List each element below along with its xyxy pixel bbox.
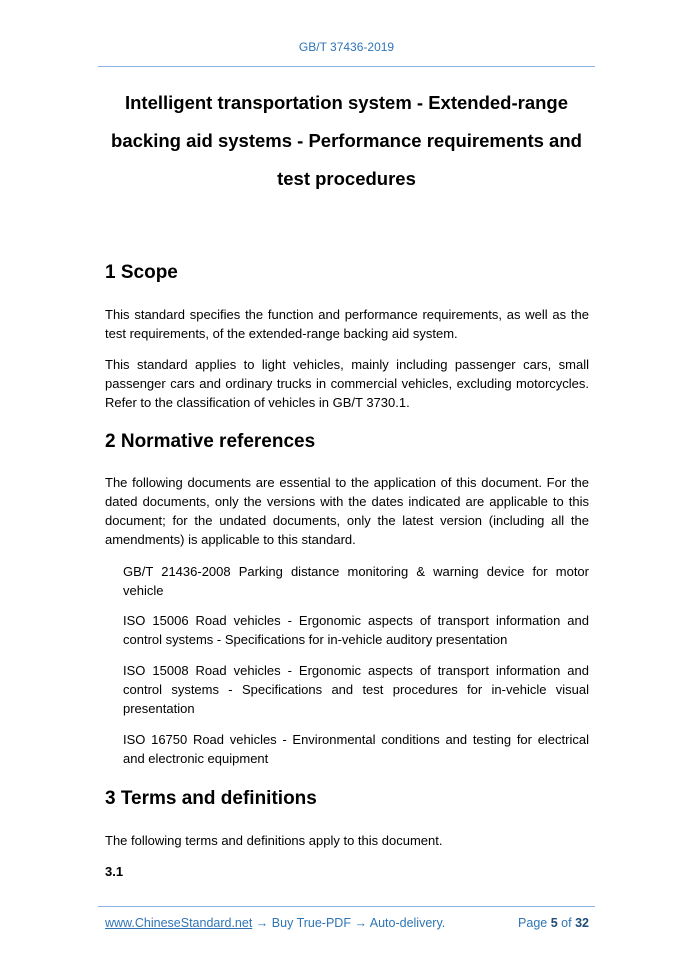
reference-item: ISO 16750 Road vehicles - Environmental conditions and testing for electrical and electronic equipment bbox=[123, 732, 589, 766]
page-label: Page bbox=[518, 916, 548, 930]
header-divider bbox=[98, 66, 595, 67]
scope-paragraph-1: This standard specifies the function and performance requirements, as well as the test requirements, of the extended-range backing aid system. bbox=[105, 307, 589, 341]
of-label: of bbox=[561, 916, 572, 930]
auto-delivery-text: Auto-delivery. bbox=[369, 916, 446, 930]
total-page-count: 32 bbox=[575, 916, 589, 930]
arrow-right-icon: → bbox=[354, 916, 367, 930]
clause-number: 3.1 bbox=[105, 864, 124, 879]
current-page-number: 5 bbox=[550, 916, 558, 930]
page-indicator bbox=[518, 916, 589, 930]
scope-paragraph-2: This standard applies to light vehicles, mainly including passenger cars, small passenger cars and ordinary trucks in commercial vehicles, excluding motorcycles. Refer to the classification of vehicles in GB/T 3730.1. bbox=[105, 357, 589, 410]
footer-divider bbox=[98, 906, 595, 907]
section-heading-normative-references: 2 Normative references bbox=[105, 431, 316, 452]
buy-true-pdf-text: Buy True-PDF bbox=[271, 916, 351, 930]
document-code-header: GB/T 37436-2019 bbox=[298, 40, 395, 54]
normative-intro-paragraph: The following documents are essential to the application of this document. For the dated documents, only the versions with the dates indicated are applicable to this document; for the undated documents, only the latest version (including all the amendments) is applicable to this standard. bbox=[105, 475, 589, 547]
title-line-2: backing aid systems - Performance requirements and bbox=[111, 130, 582, 151]
chinesestandard-link[interactable]: www.ChineseStandard.net bbox=[105, 916, 253, 930]
terms-intro-paragraph: The following terms and definitions apply to this document. bbox=[105, 833, 443, 848]
reference-item: ISO 15006 Road vehicles - Ergonomic aspects of transport information and control systems - Specifications for in-vehicle auditory presentation bbox=[123, 613, 589, 647]
section-heading-terms-and-definitions: 3 Terms and definitions bbox=[105, 788, 317, 809]
reference-item: ISO 15008 Road vehicles - Ergonomic aspects of transport information and control systems - Specifications and test procedures for in-vehicle visual presentation bbox=[123, 663, 589, 716]
title-line-3: test procedures bbox=[277, 168, 416, 189]
arrow-right-icon: → bbox=[255, 916, 269, 930]
title-line-1: Intelligent transportation system - Extended-range bbox=[124, 92, 569, 113]
reference-item: GB/T 21436-2008 Parking distance monitoring & warning device for motor vehicle bbox=[123, 564, 589, 598]
footer-links bbox=[105, 916, 445, 930]
section-heading-scope: 1 Scope bbox=[105, 262, 178, 283]
document-title bbox=[98, 84, 595, 198]
